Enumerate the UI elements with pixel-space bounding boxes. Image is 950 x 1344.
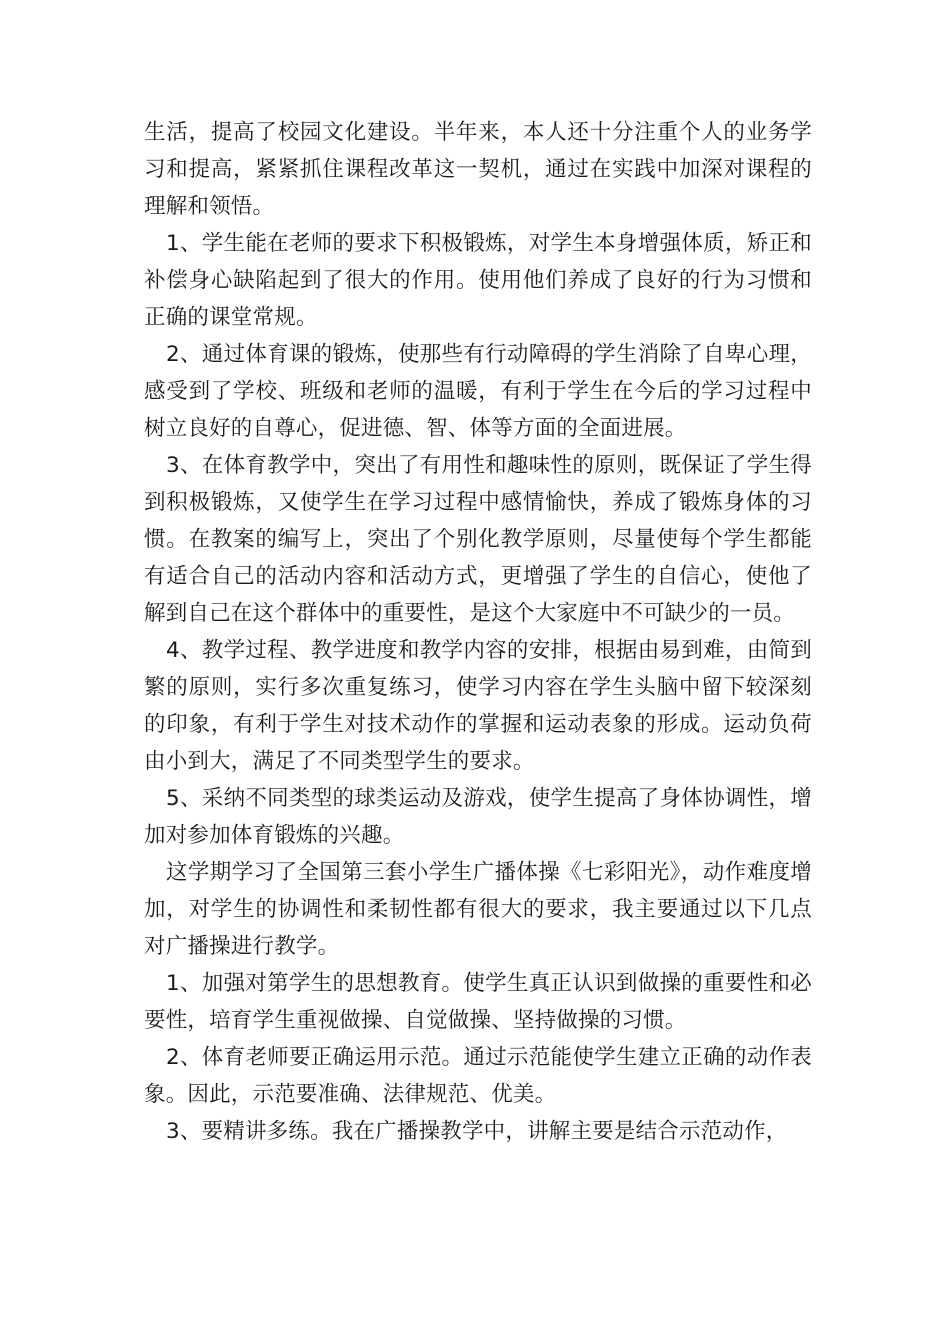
paragraph-5: 5、采纳不同类型的球类运动及游戏，使学生提高了身体协调性，增加对参加体育锻炼的兴趣。 xyxy=(144,786,812,848)
paragraph-6: 这学期学习了全国第三套小学生广播体操《七彩阳光》，动作难度增加，对学生的协调性和柔韧性都有很大的要求，我主要通过以下几点对广播操进行教学。 xyxy=(144,860,812,959)
paragraph-0: 生活，提高了校园文化建设。半年来，本人还十分注重个人的业务学习和提高，紧紧抓住课程改革这一契机，通过在实践中加深对课程的理解和领悟。 xyxy=(144,120,812,219)
paragraph-7: 1、加强对第学生的思想教育。使学生真正认识到做操的重要性和必要性，培育学生重视做操、自觉做操、坚持做操的习惯。 xyxy=(144,971,812,1033)
paragraph-1: 1、学生能在老师的要求下积极锻炼，对学生本身增强体质，矫正和补偿身心缺陷起到了很大的作用。使用他们养成了良好的行为习惯和正确的课堂常规。 xyxy=(144,231,812,330)
paragraph-4: 4、教学过程、教学进度和教学内容的安排，根据由易到难，由简到繁的原则，实行多次重复练习，使学习内容在学生头脑中留下较深刻的印象，有利于学生对技术动作的掌握和运动表象的形成。运动负荷由小到大，满足了不同类型学生的要求。 xyxy=(144,638,812,774)
paragraph-8: 2、体育老师要正确运用示范。通过示范能使学生建立正确的动作表象。因此，示范要准确、法律规范、优美。 xyxy=(144,1045,812,1107)
paragraph-2: 2、通过体育课的锻炼，使那些有行动障碍的学生消除了自卑心理，感受到了学校、班级和老师的温暖，有利于学生在今后的学习过程中树立良好的自尊心，促进德、智、体等方面的全面进展。 xyxy=(144,342,812,441)
paragraph-9: 3、要精讲多练。我在广播操教学中，讲解主要是结合示范动作， xyxy=(166,1119,788,1144)
paragraph-3: 3、在体育教学中，突出了有用性和趣味性的原则，既保证了学生得到积极锻炼，又使学生在学习过程中感情愉快，养成了锻炼身体的习惯。在教案的编写上，突出了个别化教学原则，尽量使每个学生都能有适合自己的活动内容和活动方式，更增强了学生的自信心，使他了解到自己在这个群体中的重要性，是这个大家庭中不可缺少的一员。 xyxy=(144,453,812,626)
document-body xyxy=(144,114,812,1150)
